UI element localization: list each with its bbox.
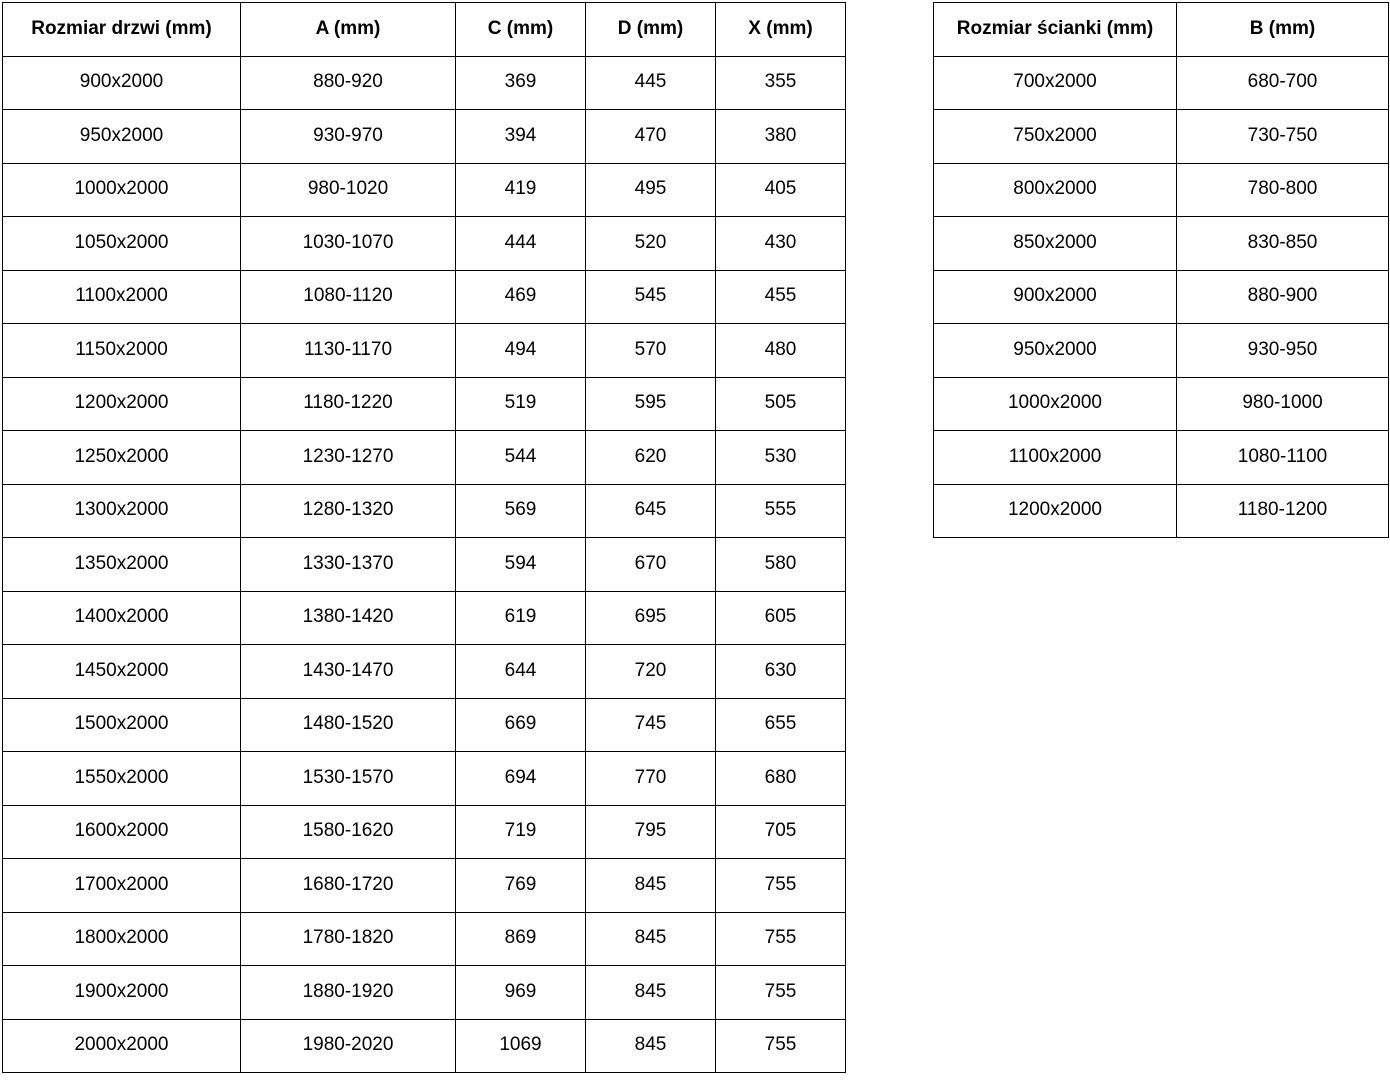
table-cell: 1330-1370 [241, 538, 456, 592]
table-cell: 545 [586, 270, 716, 324]
table-cell: 930-970 [241, 110, 456, 164]
table-row [3, 270, 846, 324]
table-cell: 755 [716, 1019, 846, 1073]
table-row [934, 217, 1389, 271]
table-cell: 845 [586, 912, 716, 966]
table-cell: 605 [716, 591, 846, 645]
table-cell: 419 [456, 163, 586, 217]
table-cell: 680-700 [1177, 56, 1389, 110]
table-row [3, 1019, 846, 1073]
table-cell: 430 [716, 217, 846, 271]
table-row [3, 484, 846, 538]
table-cell: 930-950 [1177, 324, 1389, 378]
table-row [934, 163, 1389, 217]
table-cell: 1400x2000 [3, 591, 241, 645]
table-cell: 1900x2000 [3, 966, 241, 1020]
table-cell: 1980-2020 [241, 1019, 456, 1073]
table-cell: 1080-1120 [241, 270, 456, 324]
table-cell: 1000x2000 [3, 163, 241, 217]
table-cell: 1350x2000 [3, 538, 241, 592]
table-cell: 880-920 [241, 56, 456, 110]
wall-sizes-table [933, 2, 1389, 538]
table-cell: 505 [716, 377, 846, 431]
table-row [3, 56, 846, 110]
table-cell: 355 [716, 56, 846, 110]
table-cell: 950x2000 [3, 110, 241, 164]
table-cell: 795 [586, 805, 716, 859]
header-row [934, 3, 1389, 57]
table-cell: 1200x2000 [3, 377, 241, 431]
table-cell: 1800x2000 [3, 912, 241, 966]
table-cell: 1000x2000 [934, 377, 1177, 431]
table-cell: 1450x2000 [3, 645, 241, 699]
table-cell: 755 [716, 912, 846, 966]
table-cell: 380 [716, 110, 846, 164]
column-header: D (mm) [586, 3, 716, 57]
table-cell: 1380-1420 [241, 591, 456, 645]
table-row [934, 56, 1389, 110]
table-cell: 569 [456, 484, 586, 538]
table-cell: 630 [716, 645, 846, 699]
table-cell: 1480-1520 [241, 698, 456, 752]
table-cell: 530 [716, 431, 846, 485]
table-cell: 1300x2000 [3, 484, 241, 538]
table-row [3, 859, 846, 913]
table-cell: 580 [716, 538, 846, 592]
column-header: B (mm) [1177, 3, 1389, 57]
table-cell: 1680-1720 [241, 859, 456, 913]
table-cell: 494 [456, 324, 586, 378]
table-cell: 1130-1170 [241, 324, 456, 378]
table-cell: 595 [586, 377, 716, 431]
table-row [3, 538, 846, 592]
table-row [3, 431, 846, 485]
table-cell: 594 [456, 538, 586, 592]
table-cell: 2000x2000 [3, 1019, 241, 1073]
table-cell: 544 [456, 431, 586, 485]
table-cell: 1180-1220 [241, 377, 456, 431]
table-cell: 719 [456, 805, 586, 859]
table-cell: 1780-1820 [241, 912, 456, 966]
table-cell: 845 [586, 1019, 716, 1073]
table-cell: 755 [716, 966, 846, 1020]
table-cell: 570 [586, 324, 716, 378]
table-row [3, 805, 846, 859]
table-row [3, 645, 846, 699]
table-cell: 655 [716, 698, 846, 752]
table-cell: 1100x2000 [934, 431, 1177, 485]
table-cell: 845 [586, 966, 716, 1020]
table-cell: 470 [586, 110, 716, 164]
table-cell: 369 [456, 56, 586, 110]
table-row [934, 110, 1389, 164]
table-cell: 455 [716, 270, 846, 324]
table-row [3, 324, 846, 378]
table-cell: 750x2000 [934, 110, 1177, 164]
table-cell: 1250x2000 [3, 431, 241, 485]
column-header: X (mm) [716, 3, 846, 57]
table-row [3, 377, 846, 431]
table-row [3, 163, 846, 217]
table-cell: 1200x2000 [934, 484, 1177, 538]
table-cell: 694 [456, 752, 586, 806]
table-cell: 1430-1470 [241, 645, 456, 699]
table-cell: 800x2000 [934, 163, 1177, 217]
table-cell: 1880-1920 [241, 966, 456, 1020]
table-cell: 695 [586, 591, 716, 645]
table-cell: 720 [586, 645, 716, 699]
table-cell: 445 [586, 56, 716, 110]
table-cell: 405 [716, 163, 846, 217]
table-row [3, 966, 846, 1020]
table-cell: 745 [586, 698, 716, 752]
table-cell: 555 [716, 484, 846, 538]
table-cell: 669 [456, 698, 586, 752]
table-cell: 900x2000 [934, 270, 1177, 324]
table-cell: 969 [456, 966, 586, 1020]
table-cell: 755 [716, 859, 846, 913]
table-cell: 830-850 [1177, 217, 1389, 271]
table-row [3, 217, 846, 271]
table-cell: 495 [586, 163, 716, 217]
table-cell: 770 [586, 752, 716, 806]
table-row [3, 912, 846, 966]
table-cell: 394 [456, 110, 586, 164]
header-row [3, 3, 846, 57]
table-row [3, 110, 846, 164]
table-cell: 869 [456, 912, 586, 966]
table-cell: 620 [586, 431, 716, 485]
table-cell: 1580-1620 [241, 805, 456, 859]
table-row [934, 377, 1389, 431]
table-cell: 1280-1320 [241, 484, 456, 538]
table-cell: 730-750 [1177, 110, 1389, 164]
table-row [934, 484, 1389, 538]
table-cell: 850x2000 [934, 217, 1177, 271]
table-cell: 980-1020 [241, 163, 456, 217]
table-cell: 644 [456, 645, 586, 699]
table-cell: 520 [586, 217, 716, 271]
table-cell: 1230-1270 [241, 431, 456, 485]
table-row [934, 431, 1389, 485]
table-cell: 700x2000 [934, 56, 1177, 110]
table-cell: 980-1000 [1177, 377, 1389, 431]
table-cell: 1600x2000 [3, 805, 241, 859]
table-cell: 1180-1200 [1177, 484, 1389, 538]
table-cell: 519 [456, 377, 586, 431]
table-cell: 1150x2000 [3, 324, 241, 378]
column-header: Rozmiar ścianki (mm) [934, 3, 1177, 57]
table-cell: 880-900 [1177, 270, 1389, 324]
column-header: Rozmiar drzwi (mm) [3, 3, 241, 57]
table-cell: 705 [716, 805, 846, 859]
door-sizes-table [2, 2, 846, 1073]
table-cell: 680 [716, 752, 846, 806]
table-row [934, 324, 1389, 378]
table-cell: 480 [716, 324, 846, 378]
table-cell: 769 [456, 859, 586, 913]
table-cell: 645 [586, 484, 716, 538]
table-row [934, 270, 1389, 324]
table-cell: 1069 [456, 1019, 586, 1073]
table-cell: 670 [586, 538, 716, 592]
table-cell: 1050x2000 [3, 217, 241, 271]
table-cell: 1550x2000 [3, 752, 241, 806]
table-cell: 1500x2000 [3, 698, 241, 752]
table-cell: 900x2000 [3, 56, 241, 110]
table-cell: 780-800 [1177, 163, 1389, 217]
table-cell: 845 [586, 859, 716, 913]
table-cell: 1080-1100 [1177, 431, 1389, 485]
table-row [3, 591, 846, 645]
table-cell: 1700x2000 [3, 859, 241, 913]
table-cell: 1030-1070 [241, 217, 456, 271]
table-cell: 444 [456, 217, 586, 271]
table-cell: 1100x2000 [3, 270, 241, 324]
column-header: C (mm) [456, 3, 586, 57]
table-row [3, 698, 846, 752]
column-header: A (mm) [241, 3, 456, 57]
table-row [3, 752, 846, 806]
table-cell: 469 [456, 270, 586, 324]
table-cell: 1530-1570 [241, 752, 456, 806]
table-cell: 619 [456, 591, 586, 645]
table-cell: 950x2000 [934, 324, 1177, 378]
